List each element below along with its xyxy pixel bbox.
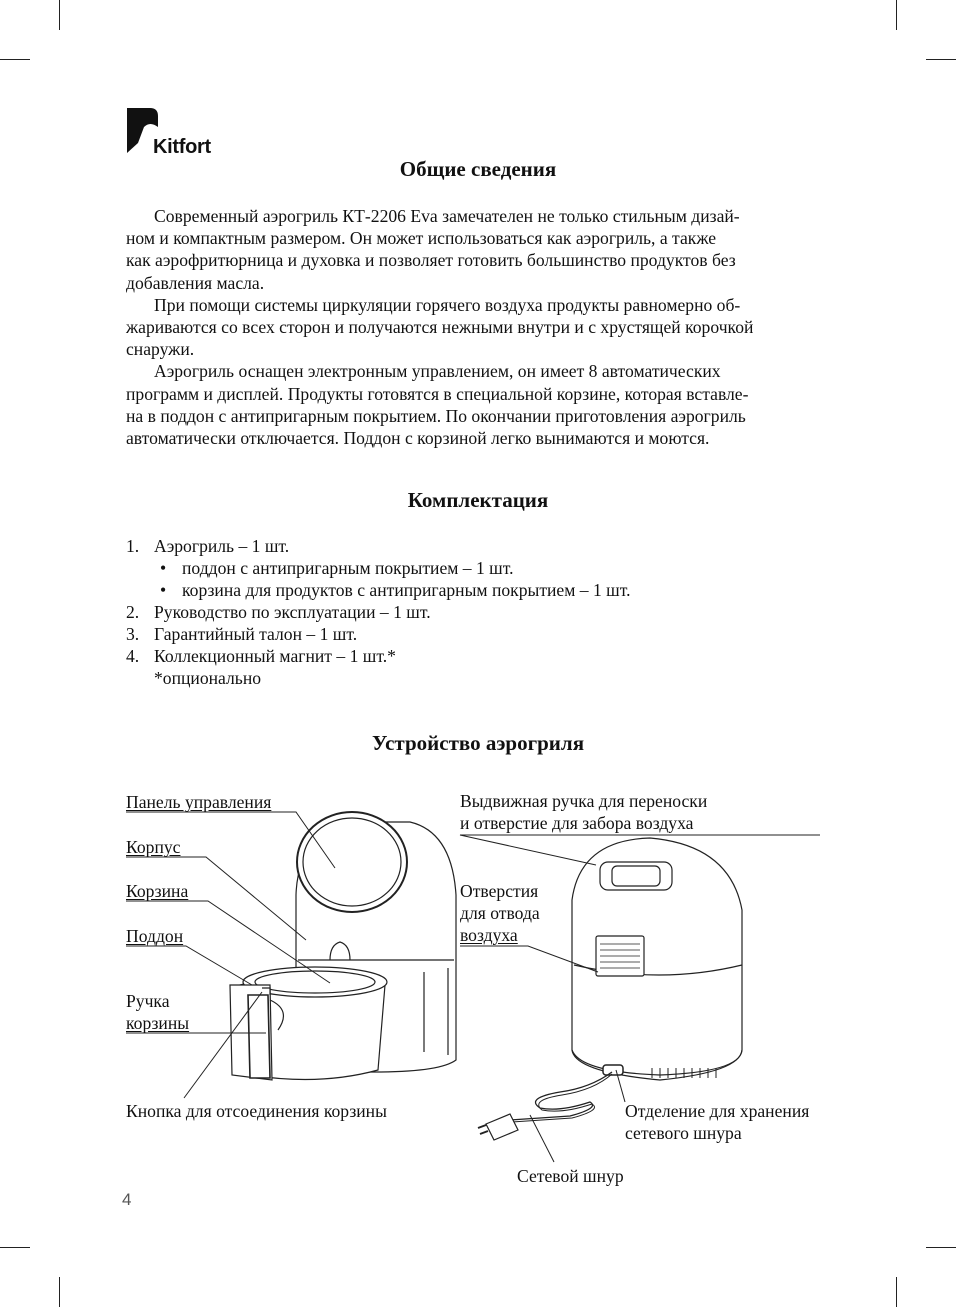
label-power-cord: Сетевой шнур (517, 1166, 624, 1186)
label-basket-handle (126, 990, 189, 1034)
list-number: 3. (126, 624, 140, 644)
list-item-text: корзина для продуктов с антипригарным покрытием – 1 шт. (182, 580, 631, 600)
list-item-text: поддон с антипригарным покрытием – 1 шт. (182, 558, 514, 578)
label-tray: Поддон (126, 926, 184, 946)
section-title-kit: Комплектация (407, 488, 549, 512)
label-air-outlet (460, 880, 540, 946)
text-line: программ и дисплей. Продукты готовятся в специальной корзине, которая вставле- (126, 383, 749, 404)
text-line: ном и компактным размером. Он может использоваться как аэрогриль, а также (126, 228, 717, 249)
label-line: Выдвижная ручка для переноски (460, 791, 708, 811)
footnote: *опционально (154, 668, 262, 688)
list-number: 1. (126, 536, 140, 556)
list-item-text: Коллекционный магнит – 1 шт.* (154, 646, 396, 666)
label-line: Отверстия (460, 881, 539, 901)
section-title-device: Устройство аэрогриля (371, 731, 585, 755)
label-line: для отвода (460, 903, 540, 923)
list-item-text: Гарантийный талон – 1 шт. (154, 624, 358, 644)
text-line: При помощи системы циркуляции горячего воздуха продукты равномерно об- (154, 294, 741, 315)
label-control-panel: Панель управления (126, 792, 272, 812)
bullet: • (160, 580, 167, 600)
brand-name: Kitfort (153, 136, 211, 158)
text-line: как аэрофритюрница и духовка и позволяет готовить большинство продуктов без (126, 250, 736, 271)
label-cord-storage (625, 1100, 809, 1144)
text-line: автоматически отключается. Поддон с корзиной легко вынимаются и моются. (126, 428, 710, 449)
list-number: 2. (126, 602, 140, 622)
list-item-text: Руководство по эксплуатации – 1 шт. (154, 602, 431, 622)
text-line: на в поддон с антипригарным покрытием. По окончании приготовления аэрогриль (126, 405, 746, 426)
label-line: сетевого шнура (625, 1123, 742, 1143)
label-basket: Корзина (126, 881, 189, 901)
label-release-button: Кнопка для отсоединения корзины (126, 1101, 387, 1121)
air-fryer-front-illustration (230, 812, 456, 1080)
list-item-text: Аэрогриль – 1 шт. (154, 536, 290, 556)
list-number: 4. (126, 646, 140, 666)
text-line: добавления масла. (126, 272, 265, 293)
label-line: корзины (126, 1013, 190, 1033)
text-line: Современный аэрогриль КТ-2206 Eva замечателен не только стильным дизай- (154, 206, 740, 226)
label-carry-handle (460, 790, 707, 834)
text-line: Аэрогриль оснащен электронным управлением, он имеет 8 автоматических (154, 361, 721, 382)
text-line: снаружи. (126, 339, 195, 360)
bullet: • (160, 558, 167, 578)
text-line: жариваются со всех сторон и получаются нежными внутри и с хрустящей корочкой (126, 317, 754, 338)
label-line: Отделение для хранения (625, 1101, 810, 1121)
section-title-general: Общие сведения (399, 157, 557, 181)
label-line: воздуха (460, 925, 518, 945)
label-line: Ручка (126, 991, 170, 1011)
page-number: 4 (122, 1190, 132, 1209)
label-line: и отверстие для забора воздуха (460, 813, 694, 833)
label-body: Корпус (126, 837, 181, 857)
